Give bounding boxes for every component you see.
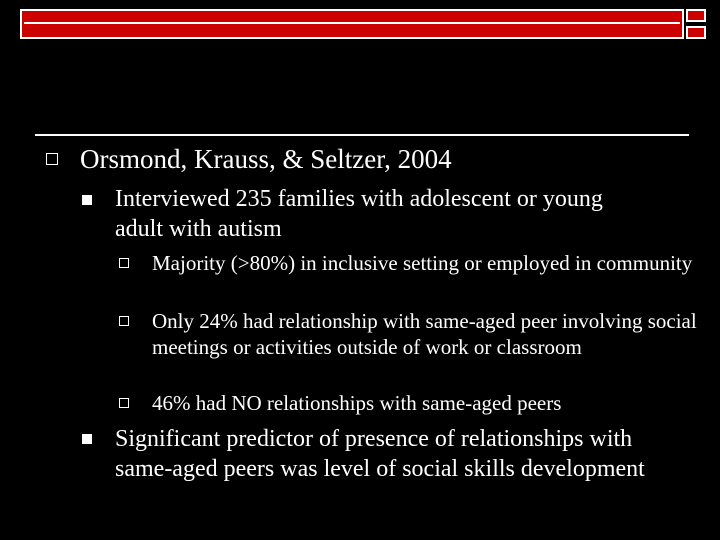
subpoint-relationship: Only 24% had relationship with same-aged peer involving social meetings or activities outside of work or classroom [152,309,697,359]
heading-point: Orsmond, Krauss, & Seltzer, 2004 [80,144,452,174]
subpoint-inclusive: Majority (>80%) in inclusive setting or employed in community [152,251,693,275]
filled-square-bullet-icon [82,434,92,444]
subpoint-no-relationships: 46% had NO relationships with same-aged peers [152,391,562,415]
small-square-bullet-icon [119,316,129,326]
small-square-bullet-icon [119,398,129,408]
point-predictor: Significant predictor of presence of relationships with same-aged peers was level of social skills development [115,426,645,482]
small-square-bullet-icon [119,258,129,268]
point-families: Interviewed 235 families with adolescent or young adult with autism [115,186,603,242]
square-bullet-icon [46,153,58,165]
filled-square-bullet-icon [82,195,92,205]
